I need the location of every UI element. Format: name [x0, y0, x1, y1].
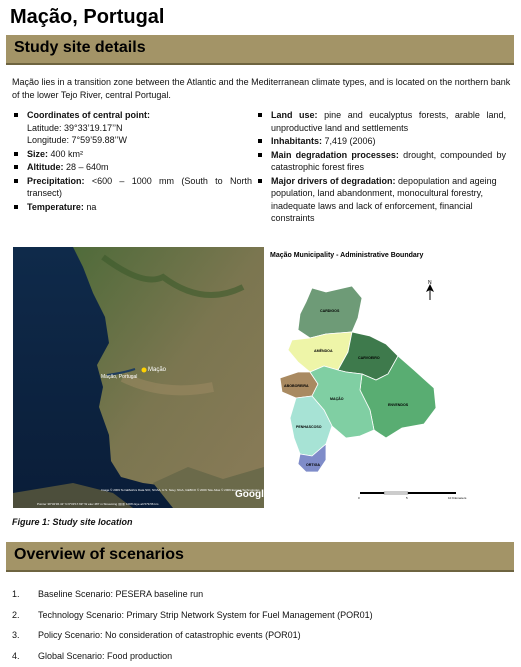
- degradation-label: Main degradation processes:: [271, 149, 399, 160]
- drivers-label: Major drivers of degradation:: [271, 175, 396, 186]
- temperature-label: Temperature:: [27, 201, 84, 212]
- scenarios-header-label: Overview of scenarios: [14, 546, 184, 563]
- land-use-label: Land use:: [271, 110, 318, 120]
- temperature-item: [12, 201, 252, 214]
- altitude-value: 28 – 640m: [66, 162, 109, 172]
- scale-label-0: 0: [358, 496, 360, 500]
- label-amendoa: AMÊNDOA: [314, 349, 333, 353]
- scenario-item: [12, 646, 502, 667]
- label-ortiga: ORTIGA: [306, 463, 320, 467]
- label-cardigos: CARDIGOS: [320, 309, 340, 313]
- intro-paragraph: Mação lies in a transition zone between the Atlantic and the Mediterranean climate types, and is located on the northern bank of the lower Tejo River, central Portugal.: [12, 77, 511, 100]
- scenario-number: 3.: [12, 630, 20, 640]
- label-aboboreira: ABOBOREIRA: [284, 384, 309, 388]
- scenario-list: [12, 584, 502, 666]
- scenario-text: Technology Scenario: Primary Strip Network System for Fuel Management (POR01): [38, 609, 373, 620]
- longitude-value: Longitude: 7°59’59.88’’W: [27, 135, 128, 145]
- degradation-item: [256, 149, 506, 174]
- details-right-column: [256, 109, 506, 226]
- coordinates-item: [12, 109, 252, 147]
- precipitation-label: Precipitation:: [27, 175, 85, 186]
- marker-label-2: Mação, Portugal: [101, 374, 138, 380]
- label-envendos: ENVENDOS: [388, 403, 409, 407]
- scenario-text: Global Scenario: Food production: [38, 650, 173, 661]
- size-item: [12, 148, 252, 161]
- label-macao: MAÇÃO: [330, 397, 344, 401]
- scale-label-10: 10 Kilometers: [448, 496, 467, 500]
- degradation-value: drought, compounded by catastrophic forest fires: [271, 149, 506, 172]
- altitude-item: [12, 161, 252, 174]
- marker-label: Mação: [148, 367, 167, 373]
- satellite-image: [13, 247, 270, 508]
- scenario-number: 4.: [12, 650, 20, 661]
- status-bar: Pointer 39°32'36.41" N 6°33'17.69" W elev 487 m Streaming ||||||||| 100% Eye alt 579.56 km: [37, 502, 159, 506]
- scenario-text: Policy Scenario: No consideration of catastrophic events (POR01): [38, 630, 301, 640]
- precipitation-item: [12, 175, 252, 200]
- drivers-item: [256, 175, 506, 225]
- page-title: Mação, Portugal: [10, 6, 165, 28]
- scenario-item: [12, 625, 502, 646]
- scenario-text: Baseline Scenario: PESERA baseline run: [38, 589, 204, 599]
- label-penhascoso: PENHASCOSO: [296, 425, 322, 429]
- latitude-value: Latitude: 39°33’19.17’’N: [27, 122, 123, 133]
- inhabitants-label: Inhabitants:: [271, 136, 322, 146]
- scenario-number: 2.: [12, 609, 20, 620]
- scenario-number: 1.: [12, 589, 20, 599]
- map-title: Mação Municipality - Administrative Boundary: [270, 252, 424, 259]
- land-use-item: [256, 109, 506, 134]
- inhabitants-item: [256, 135, 506, 148]
- imagery-credit: Image © 2009 TerraMetrics Data SIO, NOAA, U.S. Navy, NGA, GEBCO © 2009 Tele Atlas © 2009 Europa Technologies: [101, 488, 260, 492]
- location-marker: [142, 368, 147, 373]
- scale-label-5: 5: [406, 496, 408, 500]
- satellite-svg: [13, 247, 270, 508]
- details-left-column: [12, 109, 252, 214]
- scale-bar: [358, 492, 467, 500]
- north-arrow-icon: [426, 284, 434, 300]
- size-label: Size:: [27, 148, 49, 159]
- coordinates-label: Coordinates of central point:: [27, 110, 151, 120]
- inhabitants-value: 7,419 (2006): [324, 136, 376, 146]
- temperature-value: na: [86, 201, 97, 212]
- municipality-map-svg: [266, 248, 512, 508]
- land-use-value: pine and eucalyptus forests, arable land, unproductive land and settlements: [271, 110, 506, 133]
- scenario-item: [12, 605, 502, 626]
- municipality-map: [266, 248, 512, 508]
- size-value: 400 km²: [50, 148, 84, 159]
- label-carvoeiro: CARVOEIRO: [358, 356, 380, 360]
- altitude-label: Altitude:: [27, 162, 64, 172]
- north-label: N: [428, 280, 432, 286]
- scenario-item: [12, 584, 502, 605]
- study-site-header-label: Study site details: [14, 39, 146, 56]
- precipitation-value: <600 – 1000 mm (South to North transect): [27, 175, 252, 198]
- study-site-header: [6, 35, 514, 65]
- figure-caption: Figure 1: Study site location: [12, 517, 133, 527]
- scenarios-header: [6, 542, 514, 572]
- drivers-value: depopulation and ageing population, land abandonment, monocultural forestry, inadequate laws and lack of enforcement, financial constraints: [271, 175, 497, 223]
- google-logo: Google: [235, 489, 270, 500]
